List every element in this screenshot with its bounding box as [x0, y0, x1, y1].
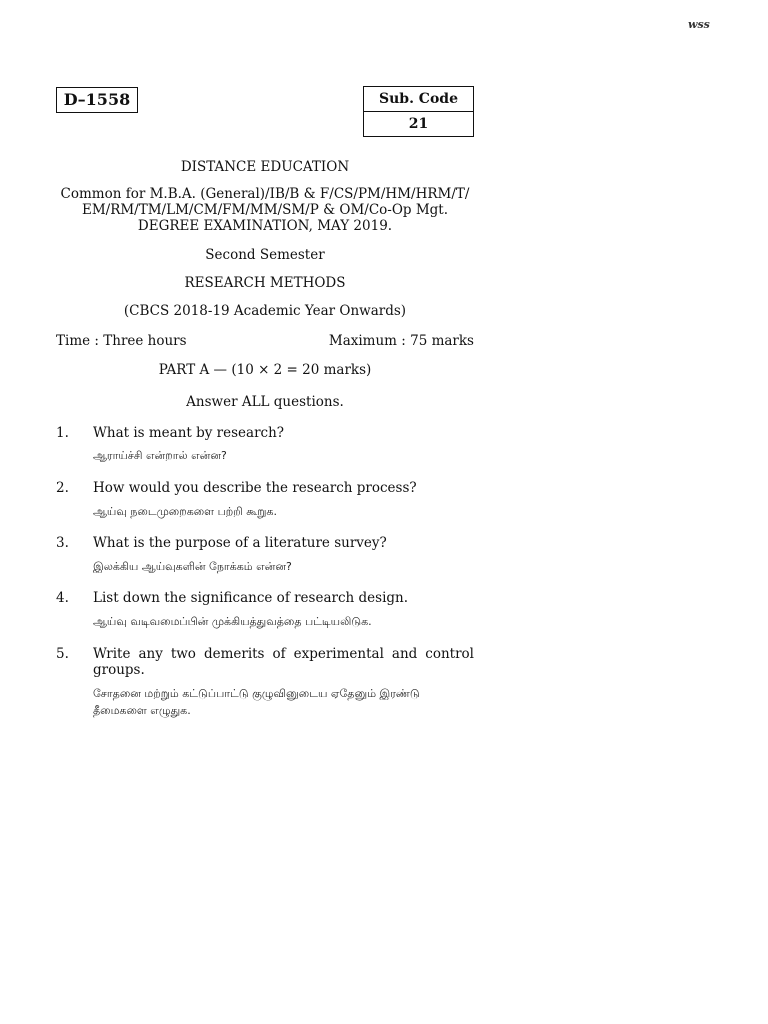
examination-line: DEGREE EXAMINATION, MAY 2019. — [137, 218, 393, 234]
time-allowed: Time : Three hours — [56, 333, 187, 349]
sub-code-value: 21 — [408, 116, 429, 132]
question-english: What is the purpose of a literature survey? — [93, 535, 387, 551]
question-english: List down the significance of research design. — [93, 590, 409, 606]
question-tamil: சோதனை மற்றும் கட்டுப்பாட்டு குழுவினுடைய ஏதேனும் இரண்டு தீமைகளை எழுதுக. — [93, 687, 420, 717]
question-tamil: இலக்கிய ஆய்வுகளின் நோக்கம் என்ன? — [93, 560, 292, 573]
maximum-marks: Maximum : 75 marks — [328, 333, 474, 349]
question-number: 3. — [56, 535, 69, 551]
corner-mark: wss — [688, 18, 710, 31]
scheme-line: (CBCS 2018-19 Academic Year Onwards) — [123, 303, 407, 319]
instruction-line: Answer ALL questions. — [186, 394, 344, 410]
sub-code-label: Sub. Code — [364, 87, 473, 112]
subject-title: RESEARCH METHODS — [184, 275, 346, 291]
programme-line-2: EM/RM/TM/LM/CM/FM/MM/SM/P & OM/Co-Op Mgt. — [81, 202, 449, 218]
question-tamil: ஆய்வு வடிவமைப்பின் முக்கியத்துவத்தை பட்டியலிடுக. — [93, 615, 372, 628]
question-english: How would you describe the research process? — [93, 480, 417, 496]
semester-line: Second Semester — [205, 247, 325, 263]
question-number: 2. — [56, 480, 69, 496]
sub-code-table — [363, 86, 474, 137]
question-tamil: ஆய்வு நடைமுறைகளை பற்றி கூறுக. — [93, 505, 277, 518]
question-english: What is meant by research? — [93, 425, 285, 441]
distance-education-heading: DISTANCE EDUCATION — [180, 159, 350, 175]
question-english: Write any two demerits of experimental and control groups. — [93, 646, 474, 678]
question-tamil: ஆராய்ச்சி என்றால் என்ன? — [93, 449, 227, 462]
question-number: 1. — [56, 425, 69, 441]
programme-line-1: Common for M.B.A. (General)/IB/B & F/CS/PM/HM/HRM/T/ — [60, 186, 470, 202]
question-number: 5. — [56, 646, 69, 662]
paper-code-box: D–1558 — [56, 87, 138, 113]
question-number: 4. — [56, 590, 69, 606]
part-a-heading: PART A — (10 × 2 = 20 marks) — [158, 362, 372, 378]
